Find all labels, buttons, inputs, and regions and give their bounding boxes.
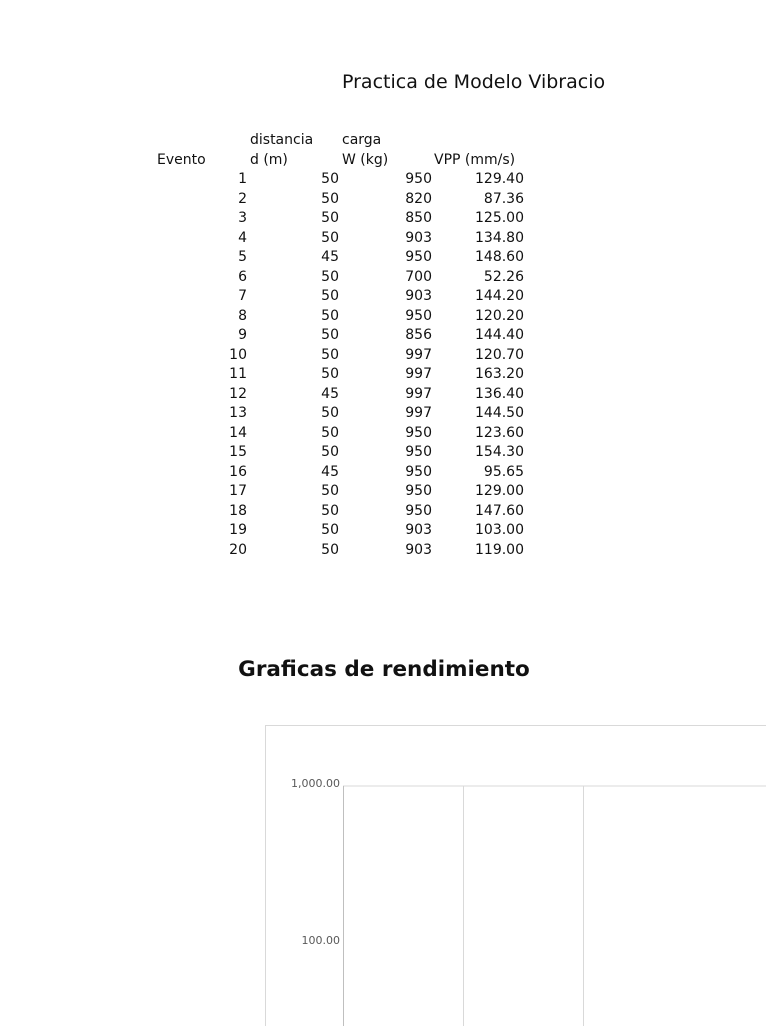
cell-vpp: 129.00 — [475, 483, 524, 499]
cell-evento: 12 — [229, 385, 247, 402]
cell-distancia: 50 — [321, 307, 339, 324]
cell-vpp: 136.40 — [475, 385, 524, 402]
cell-distancia: 45 — [321, 249, 339, 265]
cell-evento: 15 — [229, 444, 247, 460]
cell-carga: 950 — [405, 307, 432, 324]
cell-carga: 950 — [405, 463, 432, 480]
cell-evento: 20 — [229, 541, 247, 558]
cell-vpp: 134.80 — [475, 229, 524, 246]
chart-area — [265, 725, 766, 1026]
cell-distancia: 50 — [321, 405, 339, 421]
cell-distancia: 50 — [321, 483, 339, 499]
cell-vpp: 123.60 — [475, 424, 524, 441]
cell-vpp: 144.20 — [475, 288, 524, 304]
cell-distancia: 50 — [321, 229, 339, 246]
header-vpp: VPP (mm/s) — [434, 151, 516, 168]
cell-distancia: 50 — [321, 502, 339, 519]
cell-carga: 950 — [405, 424, 432, 441]
cell-evento: 11 — [229, 366, 247, 382]
cell-carga: 997 — [405, 346, 432, 363]
cell-distancia: 50 — [321, 288, 339, 304]
cell-carga: 950 — [405, 171, 432, 187]
cell-evento: 2 — [238, 190, 247, 207]
cell-evento: 14 — [229, 424, 247, 441]
cell-distancia: 45 — [321, 385, 339, 402]
cell-distancia: 50 — [321, 424, 339, 441]
cell-distancia: 50 — [321, 210, 339, 226]
cell-distancia: 50 — [321, 444, 339, 460]
cell-evento: 6 — [238, 268, 247, 285]
cell-evento: 19 — [229, 522, 247, 538]
header-evento: Evento — [157, 151, 206, 168]
y-tick-label: 100.00 — [301, 934, 340, 947]
cell-carga: 856 — [405, 327, 432, 343]
header-distancia-line2: d (m) — [250, 151, 288, 168]
cell-carga: 903 — [405, 541, 432, 558]
cell-carga: 997 — [405, 366, 432, 382]
cell-vpp: 144.50 — [475, 405, 524, 421]
cell-vpp: 52.26 — [483, 268, 524, 285]
cell-vpp: 87.36 — [483, 190, 524, 207]
cell-vpp: 103.00 — [475, 522, 524, 538]
cell-vpp: 147.60 — [475, 502, 524, 519]
cell-carga: 850 — [405, 210, 432, 226]
cell-vpp: 163.20 — [475, 366, 524, 382]
cell-vpp: 148.60 — [475, 249, 524, 265]
cell-distancia: 50 — [321, 541, 339, 558]
cell-carga: 820 — [405, 190, 432, 207]
header-carga-line1: carga — [342, 132, 382, 148]
cell-distancia: 50 — [321, 366, 339, 382]
cell-distancia: 50 — [321, 346, 339, 363]
cell-distancia: 50 — [321, 327, 339, 343]
cell-evento: 3 — [238, 210, 247, 226]
cell-carga: 997 — [405, 405, 432, 421]
cell-carga: 950 — [405, 483, 432, 499]
cell-evento: 5 — [238, 249, 247, 265]
cell-evento: 16 — [229, 463, 247, 480]
cell-carga: 950 — [405, 502, 432, 519]
cell-carga: 700 — [405, 268, 432, 285]
cell-vpp: 144.40 — [475, 327, 524, 343]
cell-carga: 997 — [405, 385, 432, 402]
cell-vpp: 154.30 — [475, 444, 524, 460]
header-distancia-line1: distancia — [250, 132, 314, 148]
cell-evento: 17 — [229, 483, 247, 499]
cell-evento: 4 — [238, 229, 247, 246]
page-title: Practica de Modelo Vibracio — [342, 71, 606, 93]
cell-evento: 13 — [229, 405, 247, 421]
cell-carga: 950 — [405, 444, 432, 460]
cell-vpp: 125.00 — [475, 210, 524, 226]
cell-distancia: 50 — [321, 268, 339, 285]
cell-evento: 7 — [238, 288, 247, 304]
cell-vpp: 120.70 — [475, 346, 524, 363]
cell-carga: 950 — [405, 249, 432, 265]
chart-plot — [266, 726, 766, 1026]
cell-carga: 903 — [405, 522, 432, 538]
cell-vpp: 129.40 — [475, 171, 524, 187]
y-tick-label: 1,000.00 — [291, 777, 340, 790]
header-carga-line2: W (kg) — [342, 151, 389, 168]
cell-vpp: 119.00 — [475, 541, 524, 558]
cell-evento: 10 — [229, 346, 247, 363]
cell-carga: 903 — [405, 229, 432, 246]
cell-vpp: 95.65 — [483, 463, 524, 480]
cell-distancia: 45 — [321, 463, 339, 480]
cell-vpp: 120.20 — [475, 307, 524, 324]
cell-carga: 903 — [405, 288, 432, 304]
cell-evento: 1 — [238, 171, 247, 187]
cell-distancia: 50 — [321, 171, 339, 187]
cell-evento: 18 — [229, 502, 247, 519]
section-title: Graficas de rendimiento — [238, 657, 530, 682]
cell-evento: 8 — [238, 307, 247, 324]
cell-distancia: 50 — [321, 190, 339, 207]
cell-evento: 9 — [238, 327, 247, 343]
cell-distancia: 50 — [321, 522, 339, 538]
